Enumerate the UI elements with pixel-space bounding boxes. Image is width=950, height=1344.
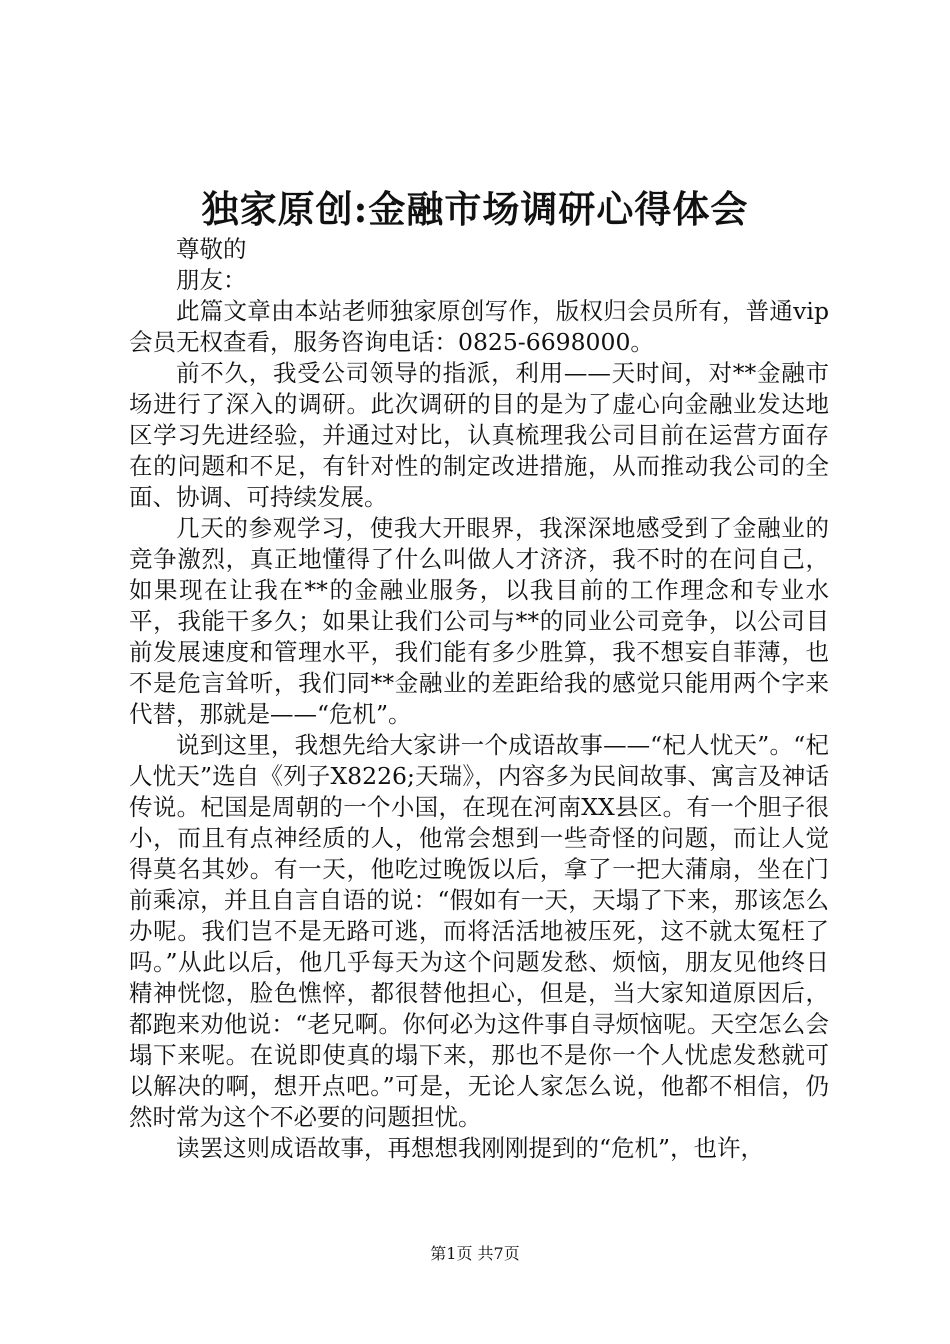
- paragraph-story: 说到这里，我想先给大家讲一个成语故事——“杞人忧天”。“杞人忧天”选自《列子X8226;天瑞》，内容多为民间故事、寓言及神话传说。杞国是周朝的一个小国，在现在河南XX县区。有一个胆子很小，而且有点神经质的人，他常会想到一些奇怪的问题，而让人觉得莫名其妙。有一天，他吃过晚饭以后，拿了一把大蒲扇，坐在门前乘凉，并且自言自语的说：“假如有一天，天塌了下来，那该怎么办呢。我们岂不是无路可逃，而将活活地被压死，这不就太冤枉了吗。”从此以后，他几乎每天为这个问题发愁、烦恼，朋友见他终日精神恍惚，脸色憔悴，都很替他担心，但是，当大家知道原因后，都跑来劝他说：“老兄啊。你何必为这件事自寻烦恼呢。天空怎么会塌下来呢。在说即使真的塌下来，那也不是你一个人忧虑发愁就可以解决的啊，想开点吧。”可是，无论人家怎么说，他都不相信，仍然时常为这个不必要的问题担忧。: [129, 731, 829, 1131]
- paragraph-reflection: 读罢这则成语故事，再想想我刚刚提到的“危机”，也许，: [176, 1134, 765, 1162]
- salutation-line-1: 尊敬的: [176, 235, 247, 263]
- paragraph-crisis: 几天的参观学习，使我大开眼界，我深深地感受到了金融业的竞争激烈，真正地懂得了什么叫做人才济济，我不时的在问自己，如果现在让我在**的金融业服务，以我目前的工作理念和专业水平，我能干多久；如果让我们公司与**的同业公司竞争，以公司目前发展速度和管理水平，我们能有多少胜算，我不想妄自菲薄，也不是危言耸听，我们同**金融业的差距给我的感觉只能用两个字来代替，那就是——“危机”。: [129, 514, 829, 728]
- document-title: 独家原创:金融市场调研心得体会: [201, 187, 749, 231]
- page-number-footer: 第1页 共7页: [430, 1244, 520, 1263]
- salutation-line-2: 朋友：: [176, 266, 247, 294]
- paragraph-copyright: 此篇文章由本站老师独家原创写作，版权归会员所有，普通vip会员无权查看，服务咨询电话：0825-6698000。: [129, 297, 829, 356]
- paragraph-intro: 前不久，我受公司领导的指派，利用——天时间，对**金融市场进行了深入的调研。此次调研的目的是为了虚心向金融业发达地区学习先进经验，并通过对比，认真梳理我公司目前在运营方面存在的问题和不足，有针对性的制定改进措施，从而推动我公司的全面、协调、可持续发展。: [129, 359, 829, 511]
- document-body: [129, 234, 829, 1164]
